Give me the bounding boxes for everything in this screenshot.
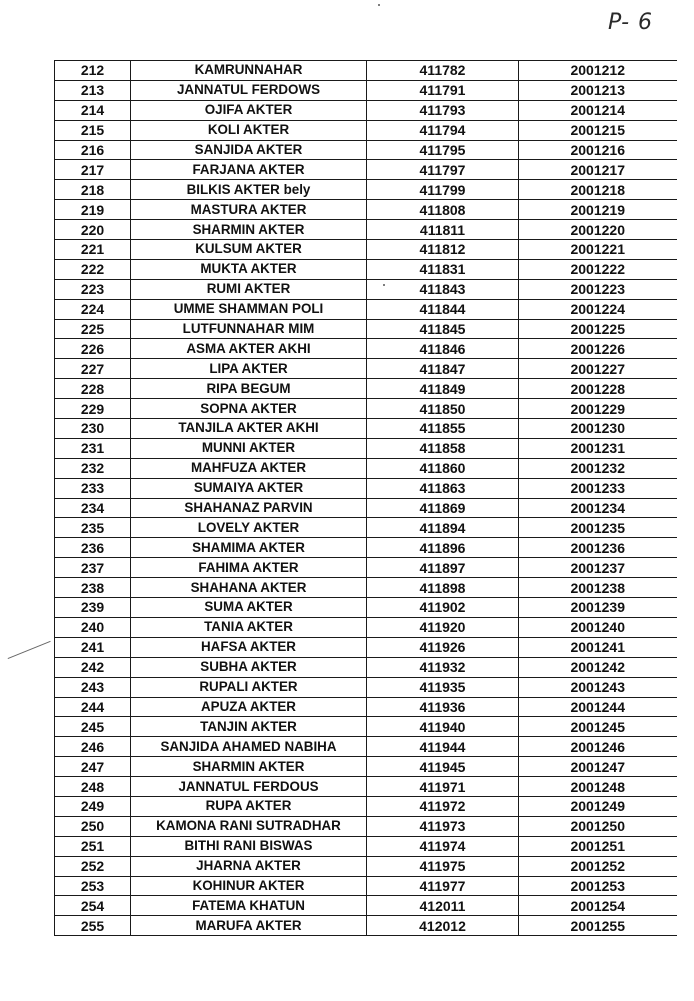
id-cell: 411896 [367, 538, 519, 558]
id-cell: 411812 [367, 240, 519, 260]
roll-cell: 2001235 [519, 518, 677, 538]
roll-cell: 2001244 [519, 697, 677, 717]
id-cell: 411944 [367, 737, 519, 757]
id-cell: 411940 [367, 717, 519, 737]
table-row [55, 200, 677, 220]
serial-cell: 231 [55, 438, 131, 458]
table-row [55, 677, 677, 697]
id-cell: 411869 [367, 498, 519, 518]
roll-cell: 2001253 [519, 876, 677, 896]
serial-cell: 254 [55, 896, 131, 916]
name-cell: TANJILA AKTER AKHI [131, 419, 367, 439]
roll-cell: 2001228 [519, 379, 677, 399]
table-row [55, 339, 677, 359]
roll-cell: 2001218 [519, 180, 677, 200]
serial-cell: 243 [55, 677, 131, 697]
serial-cell: 247 [55, 757, 131, 777]
table-row [55, 61, 677, 81]
roll-cell: 2001233 [519, 478, 677, 498]
roll-cell: 2001221 [519, 240, 677, 260]
id-cell: 411795 [367, 140, 519, 160]
serial-cell: 223 [55, 279, 131, 299]
serial-cell: 222 [55, 259, 131, 279]
roll-cell: 2001238 [519, 578, 677, 598]
table-row [55, 916, 677, 936]
name-cell: RUMI AKTER [131, 279, 367, 299]
name-cell: FARJANA AKTER [131, 160, 367, 180]
serial-cell: 229 [55, 399, 131, 419]
name-cell: OJIFA AKTER [131, 100, 367, 120]
serial-cell: 234 [55, 498, 131, 518]
id-cell: 411845 [367, 319, 519, 339]
serial-cell: 216 [55, 140, 131, 160]
serial-cell: 230 [55, 419, 131, 439]
roll-cell: 2001225 [519, 319, 677, 339]
table-row [55, 598, 677, 618]
roll-cell: 2001220 [519, 220, 677, 240]
id-cell: 411894 [367, 518, 519, 538]
table-row [55, 558, 677, 578]
table-row [55, 399, 677, 419]
id-cell: 411977 [367, 876, 519, 896]
roll-cell: 2001226 [519, 339, 677, 359]
id-cell: 411793 [367, 100, 519, 120]
id-cell: 411897 [367, 558, 519, 578]
table-row [55, 458, 677, 478]
id-cell: 411831 [367, 259, 519, 279]
name-cell: SUMAIYA AKTER [131, 478, 367, 498]
roll-cell: 2001239 [519, 598, 677, 618]
serial-cell: 251 [55, 836, 131, 856]
roll-cell: 2001222 [519, 259, 677, 279]
table-row [55, 697, 677, 717]
id-cell: 411860 [367, 458, 519, 478]
roll-cell: 2001249 [519, 796, 677, 816]
table-row [55, 180, 677, 200]
roll-cell: 2001214 [519, 100, 677, 120]
name-cell: KOHINUR AKTER [131, 876, 367, 896]
roll-cell: 2001216 [519, 140, 677, 160]
roll-cell: 2001236 [519, 538, 677, 558]
table-row [55, 120, 677, 140]
id-cell: 412012 [367, 916, 519, 936]
table-row [55, 319, 677, 339]
name-cell: TANJIN AKTER [131, 717, 367, 737]
roll-cell: 2001215 [519, 120, 677, 140]
name-cell: RIPA BEGUM [131, 379, 367, 399]
table-row [55, 737, 677, 757]
serial-cell: 245 [55, 717, 131, 737]
page-number: P- 6 [608, 10, 653, 35]
serial-cell: 220 [55, 220, 131, 240]
id-cell: 411920 [367, 617, 519, 637]
id-cell: 411902 [367, 598, 519, 618]
roll-cell: 2001237 [519, 558, 677, 578]
pen-mark [8, 641, 51, 660]
name-cell: SOPNA AKTER [131, 399, 367, 419]
name-cell: LIPA AKTER [131, 359, 367, 379]
id-cell: 411935 [367, 677, 519, 697]
serial-cell: 239 [55, 598, 131, 618]
table-row [55, 100, 677, 120]
table-row [55, 478, 677, 498]
name-cell: JANNATUL FERDOUS [131, 777, 367, 797]
table-row [55, 240, 677, 260]
table-row [55, 498, 677, 518]
name-cell: MUKTA AKTER [131, 259, 367, 279]
name-cell: MAHFUZA AKTER [131, 458, 367, 478]
name-cell: HAFSA AKTER [131, 637, 367, 657]
table-row [55, 796, 677, 816]
name-cell: SUMA AKTER [131, 598, 367, 618]
name-cell: RUPALI AKTER [131, 677, 367, 697]
roll-cell: 2001227 [519, 359, 677, 379]
name-cell: MASTURA AKTER [131, 200, 367, 220]
serial-cell: 225 [55, 319, 131, 339]
serial-cell: 240 [55, 617, 131, 637]
name-cell: LOVELY AKTER [131, 518, 367, 538]
serial-cell: 227 [55, 359, 131, 379]
name-cell: BILKIS AKTER bely [131, 180, 367, 200]
table-row [55, 379, 677, 399]
id-cell: 411791 [367, 80, 519, 100]
name-cell: SANJIDA AHAMED NABIHA [131, 737, 367, 757]
name-cell: JHARNA AKTER [131, 856, 367, 876]
id-cell: 411975 [367, 856, 519, 876]
table-row [55, 896, 677, 916]
roll-cell: 2001251 [519, 836, 677, 856]
roll-cell: 2001254 [519, 896, 677, 916]
table-row [55, 757, 677, 777]
serial-cell: 253 [55, 876, 131, 896]
serial-cell: 218 [55, 180, 131, 200]
serial-cell: 215 [55, 120, 131, 140]
serial-cell: 233 [55, 478, 131, 498]
serial-cell: 213 [55, 80, 131, 100]
name-cell: APUZA AKTER [131, 697, 367, 717]
name-cell: SUBHA AKTER [131, 657, 367, 677]
name-cell: KULSUM AKTER [131, 240, 367, 260]
id-cell: 411846 [367, 339, 519, 359]
name-cell: ASMA AKTER AKHI [131, 339, 367, 359]
roll-cell: 2001229 [519, 399, 677, 419]
roll-cell: 2001212 [519, 61, 677, 81]
table-row [55, 438, 677, 458]
roll-cell: 2001255 [519, 916, 677, 936]
id-cell: 411926 [367, 637, 519, 657]
table-row [55, 259, 677, 279]
name-cell: FATEMA KHATUN [131, 896, 367, 916]
name-cell: UMME SHAMMAN POLI [131, 299, 367, 319]
id-cell: 411858 [367, 438, 519, 458]
roll-cell: 2001242 [519, 657, 677, 677]
id-cell: 411863 [367, 478, 519, 498]
serial-cell: 224 [55, 299, 131, 319]
roll-cell: 2001247 [519, 757, 677, 777]
roll-cell: 2001241 [519, 637, 677, 657]
serial-cell: 246 [55, 737, 131, 757]
id-cell: 411850 [367, 399, 519, 419]
roll-cell: 2001240 [519, 617, 677, 637]
roll-cell: 2001245 [519, 717, 677, 737]
table-row [55, 876, 677, 896]
table-row [55, 160, 677, 180]
roll-cell: 2001252 [519, 856, 677, 876]
roll-cell: 2001217 [519, 160, 677, 180]
id-cell: 411855 [367, 419, 519, 439]
roll-cell: 2001219 [519, 200, 677, 220]
id-cell: 411972 [367, 796, 519, 816]
serial-cell: 241 [55, 637, 131, 657]
table-row [55, 836, 677, 856]
name-cell: RUPA AKTER [131, 796, 367, 816]
name-cell: LUTFUNNAHAR MIM [131, 319, 367, 339]
table-row [55, 856, 677, 876]
table-row [55, 717, 677, 737]
id-cell: 411808 [367, 200, 519, 220]
name-cell: KAMONA RANI SUTRADHAR [131, 816, 367, 836]
id-cell: 411974 [367, 836, 519, 856]
roll-cell: 2001223 [519, 279, 677, 299]
table-row [55, 220, 677, 240]
id-cell: 411849 [367, 379, 519, 399]
serial-cell: 217 [55, 160, 131, 180]
serial-cell: 255 [55, 916, 131, 936]
id-cell: 411797 [367, 160, 519, 180]
serial-cell: 242 [55, 657, 131, 677]
name-cell: SHAMIMA AKTER [131, 538, 367, 558]
id-cell: 411847 [367, 359, 519, 379]
id-cell: 411973 [367, 816, 519, 836]
roll-cell: 2001224 [519, 299, 677, 319]
roll-cell: 2001230 [519, 419, 677, 439]
serial-cell: 232 [55, 458, 131, 478]
serial-cell: 250 [55, 816, 131, 836]
table-row [55, 816, 677, 836]
name-cell: MUNNI AKTER [131, 438, 367, 458]
serial-cell: 244 [55, 697, 131, 717]
id-cell: 411843 [367, 279, 519, 299]
table-row [55, 777, 677, 797]
name-cell: TANIA AKTER [131, 617, 367, 637]
id-cell: 411782 [367, 61, 519, 81]
id-cell: 411811 [367, 220, 519, 240]
table-row [55, 538, 677, 558]
table-row [55, 617, 677, 637]
serial-cell: 236 [55, 538, 131, 558]
table-row [55, 80, 677, 100]
table-row [55, 657, 677, 677]
serial-cell: 237 [55, 558, 131, 578]
name-cell: JANNATUL FERDOWS [131, 80, 367, 100]
table-row [55, 140, 677, 160]
roll-cell: 2001246 [519, 737, 677, 757]
id-cell: 411898 [367, 578, 519, 598]
id-cell: 411936 [367, 697, 519, 717]
table-row [55, 299, 677, 319]
roll-cell: 2001213 [519, 80, 677, 100]
serial-cell: 219 [55, 200, 131, 220]
id-cell: 411932 [367, 657, 519, 677]
serial-cell: 221 [55, 240, 131, 260]
name-cell: SHARMIN AKTER [131, 220, 367, 240]
roll-cell: 2001250 [519, 816, 677, 836]
table-row [55, 419, 677, 439]
name-cell: BITHI RANI BISWAS [131, 836, 367, 856]
serial-cell: 248 [55, 777, 131, 797]
roll-cell: 2001231 [519, 438, 677, 458]
serial-cell: 228 [55, 379, 131, 399]
id-cell: 412011 [367, 896, 519, 916]
student-table [54, 60, 677, 936]
name-cell: KOLI AKTER [131, 120, 367, 140]
name-cell: KAMRUNNAHAR [131, 61, 367, 81]
name-cell: SANJIDA AKTER [131, 140, 367, 160]
id-cell: 411844 [367, 299, 519, 319]
roll-cell: 2001248 [519, 777, 677, 797]
roll-cell: 2001232 [519, 458, 677, 478]
serial-cell: 238 [55, 578, 131, 598]
name-cell: SHAHANA AKTER [131, 578, 367, 598]
serial-cell: 214 [55, 100, 131, 120]
id-cell: 411794 [367, 120, 519, 140]
scan-speck [378, 4, 380, 6]
name-cell: MARUFA AKTER [131, 916, 367, 936]
table-row [55, 578, 677, 598]
id-cell: 411971 [367, 777, 519, 797]
table-row [55, 279, 677, 299]
table-row [55, 637, 677, 657]
name-cell: SHARMIN AKTER [131, 757, 367, 777]
roll-cell: 2001234 [519, 498, 677, 518]
table-row [55, 359, 677, 379]
name-cell: SHAHANAZ PARVIN [131, 498, 367, 518]
table-row [55, 518, 677, 538]
serial-cell: 249 [55, 796, 131, 816]
serial-cell: 212 [55, 61, 131, 81]
serial-cell: 252 [55, 856, 131, 876]
name-cell: FAHIMA AKTER [131, 558, 367, 578]
roll-cell: 2001243 [519, 677, 677, 697]
id-cell: 411945 [367, 757, 519, 777]
serial-cell: 226 [55, 339, 131, 359]
student-table-body [55, 61, 677, 936]
id-cell: 411799 [367, 180, 519, 200]
serial-cell: 235 [55, 518, 131, 538]
